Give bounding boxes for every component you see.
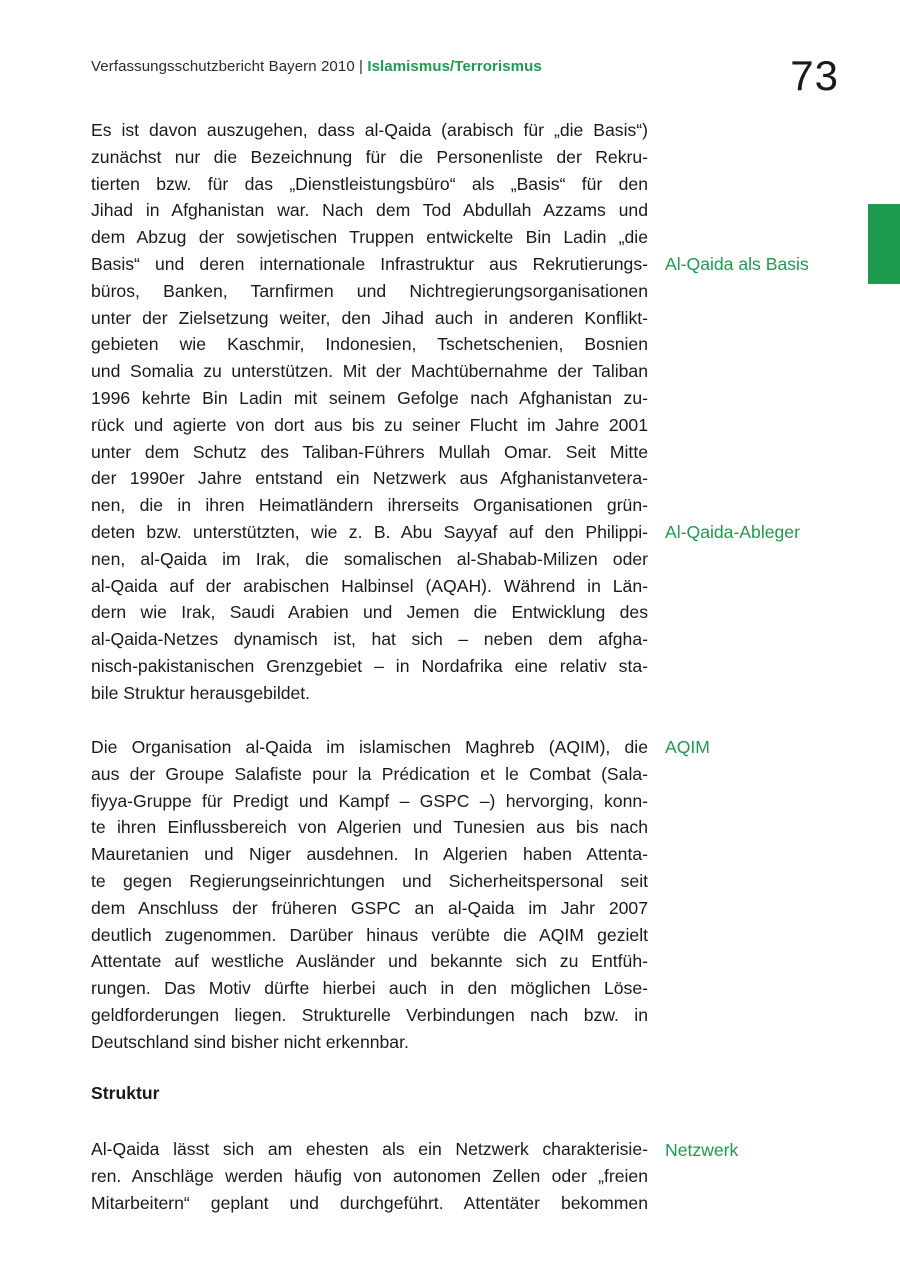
text-line: deutlich zugenommen. Darüber hinaus verübte die AQIM gezielt (91, 924, 648, 945)
text-line: dern wie Irak, Saudi Arabien und Jemen die Entwicklung des (91, 602, 648, 623)
text-line: Mitarbeitern“ geplant und durchgeführt. Attentäter bekommen (91, 1192, 648, 1213)
section-title: Islamismus/Terrorismus (367, 58, 542, 75)
text-line: zunächst nur die Bezeichnung für die Personenliste der Rekru- (91, 146, 648, 167)
text-line: Attentate auf westliche Ausländer und bekannte sich zu Entfüh- (91, 951, 648, 972)
text-line: dem Anschluss der früheren GSPC an al-Qaida im Jahr 2007 (91, 897, 648, 918)
text-line: aus der Groupe Salafiste pour la Prédication et le Combat (Sala- (91, 763, 648, 784)
text-line: büros, Banken, Tarnfirmen und Nichtregierungsorganisationen (91, 280, 648, 301)
text-line: dem Abzug der sowjetischen Truppen entwickelte Bin Ladin „die (91, 227, 648, 248)
text-line: te ihren Einflussbereich von Algerien und Tunesien aus bis nach (91, 817, 648, 838)
margin-note-ableger: Al-Qaida-Ableger (665, 522, 800, 542)
text-line: nen, al-Qaida im Irak, die somalischen al-Shabab-Milizen oder (91, 548, 648, 569)
text-line: rück und agierte von dort aus bis zu seiner Flucht im Jahre 2001 (91, 414, 648, 435)
page-number: 73 (790, 52, 839, 99)
text-line: Es ist davon auszugehen, dass al-Qaida (arabisch für „die Basis“) (91, 120, 648, 140)
report-title: Verfassungsschutzbericht Bayern 2010 (91, 58, 355, 75)
text-line: unter dem Schutz des Taliban-Führers Mullah Omar. Seit Mitte (91, 441, 648, 462)
text-line: unter der Zielsetzung weiter, den Jihad auch in anderen Konflikt- (91, 307, 648, 328)
paragraph-netzwerk (91, 1136, 648, 1216)
margin-note-basis: Al-Qaida als Basis (665, 254, 809, 274)
text-line: nen, die in ihren Heimatländern ihrerseits Organisationen grün- (91, 495, 648, 516)
text-line: ren. Anschläge werden häufig von autonomen Zellen oder „freien (91, 1165, 648, 1186)
text-line: te gegen Regierungseinrichtungen und Sicherheitspersonal seit (91, 870, 648, 891)
text-line: al-Qaida-Netzes dynamisch ist, hat sich – neben dem afgha- (91, 629, 648, 650)
text-line: Basis“ und deren internationale Infrastruktur aus Rekrutierungs- (91, 253, 648, 274)
section-heading-struktur: Struktur (91, 1083, 160, 1103)
text-line: deten bzw. unterstützten, wie z. B. Abu Sayyaf auf den Philippi- (91, 521, 648, 542)
text-line: Deutschland sind bisher nicht erkennbar. (91, 1031, 409, 1052)
text-line: tierten bzw. für das „Dienstleistungsbüro“ als „Basis“ für den (91, 173, 648, 194)
text-line: Mauretanien und Niger ausdehnen. In Algerien haben Attenta- (91, 844, 648, 865)
text-line: nisch-pakistanischen Grenzgebiet – in Nordafrika eine relativ sta- (91, 655, 648, 676)
text-line: geldforderungen liegen. Strukturelle Verbindungen nach bzw. in (91, 1004, 648, 1025)
margin-note-netzwerk: Netzwerk (665, 1140, 739, 1160)
chapter-thumb-tab (868, 204, 900, 284)
text-line: Die Organisation al-Qaida im islamischen Maghreb (AQIM), die (91, 737, 648, 757)
text-line: fiyya-Gruppe für Predigt und Kampf – GSPC –) hervorging, konn- (91, 790, 648, 811)
text-line: gebieten wie Kaschmir, Indonesien, Tschetschenien, Bosnien (91, 334, 648, 355)
text-line: rungen. Das Motiv dürfte hierbei auch in den möglichen Löse- (91, 978, 648, 999)
text-line: al-Qaida auf der arabischen Halbinsel (AQAH). Während in Län- (91, 575, 648, 596)
text-line: Jihad in Afghanistan war. Nach dem Tod Abdullah Azzams und (91, 200, 648, 221)
text-line: bile Struktur herausgebildet. (91, 682, 311, 703)
paragraph-basis (91, 117, 648, 707)
text-line: der 1990er Jahre entstand ein Netzwerk aus Afghanistanvetera- (91, 468, 648, 489)
header-separator: | (354, 58, 368, 75)
margin-note-aqim: AQIM (665, 737, 710, 757)
text-line: und Somalia zu unterstützen. Mit der Machtübernahme der Taliban (91, 361, 648, 382)
paragraph-aqim (91, 734, 648, 1056)
running-header (91, 58, 542, 75)
text-line: 1996 kehrte Bin Ladin mit seinem Gefolge nach Afghanistan zu- (91, 387, 648, 408)
text-line: Al-Qaida lässt sich am ehesten als ein Netzwerk charakterisie- (91, 1139, 648, 1159)
